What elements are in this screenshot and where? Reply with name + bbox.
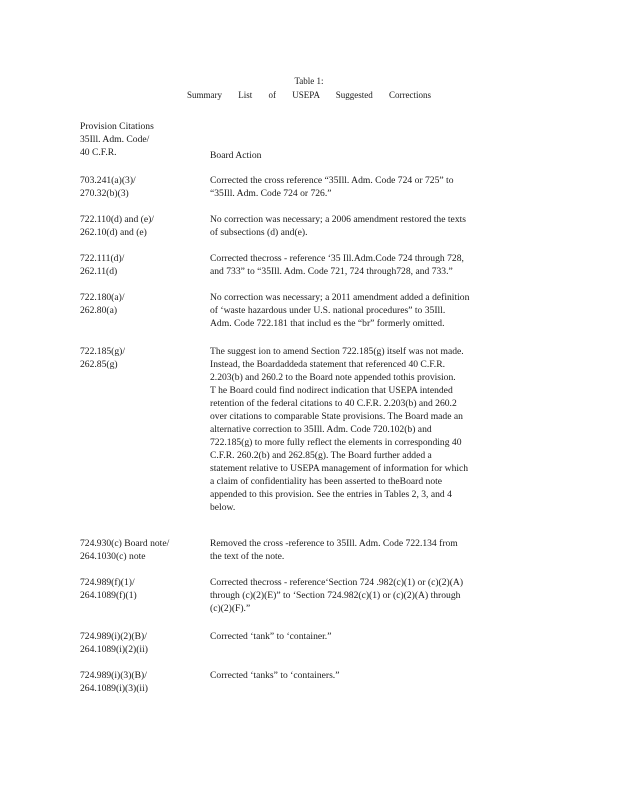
action-line: a claim of confidentiality has been asserted to theBoard note <box>210 476 443 487</box>
action-line: T he Board could find nodirect indication that USEPA intended <box>210 385 453 396</box>
action-line: (c)(2)(F).” <box>210 603 251 614</box>
action-line: 2.203(b) and 260.2 to the Board note appended tothis provision. <box>210 372 456 383</box>
action-line: of subsections (d) and(e). <box>210 227 308 238</box>
board-action <box>210 576 540 615</box>
citation-line: 262.80(a) <box>80 305 118 316</box>
action-line: Corrected the cross reference “35Ill. Adm. Code 724 or 725” to <box>210 175 454 186</box>
table-number: Table 1: <box>294 76 324 86</box>
board-action <box>210 537 540 563</box>
provision-citation <box>80 630 202 656</box>
action-line: of ‘waste hazardous under U.S. national procedures” to 35Ill. <box>210 305 446 316</box>
citation-line: 724.989(i)(3)(B)/ <box>80 670 147 681</box>
citation-line: 262.85(g) <box>80 359 118 370</box>
action-line: appended to this provision. See the entries in Tables 2, 3, and 4 <box>210 489 452 500</box>
action-line: alternative correction to 35Ill. Adm. Code 720.102(b) and <box>210 424 432 435</box>
citation-line: 703.241(a)(3)/ <box>80 175 136 186</box>
column-header-action: Board Action <box>210 150 262 161</box>
action-line: Corrected ‘tank” to ‘container.” <box>210 631 332 642</box>
citation-line: 722.110(d) and (e)/ <box>80 214 154 225</box>
action-line: over citations to comparable State provisions. The Board made an <box>210 411 463 422</box>
action-line: The suggest ion to amend Section 722.185(g) itself was not made. <box>210 346 464 357</box>
citation-line: 264.1089(i)(3)(ii) <box>80 683 148 694</box>
citation-line: 722.185(g)/ <box>80 346 126 357</box>
citation-header-line: 35Ill. Adm. Code/ <box>80 134 150 145</box>
board-action <box>210 174 540 200</box>
action-line: below. <box>210 502 236 513</box>
action-line: the text of the note. <box>210 551 285 562</box>
action-line: through (c)(2)(E)” to ‘Section 724.982(c)(1) or (c)(2)(A) through <box>210 590 461 601</box>
citation-line: 724.989(i)(2)(B)/ <box>80 631 147 642</box>
action-line: C.F.R. 260.2(b) and 262.85(g). The Board further added a <box>210 450 432 461</box>
citation-header-line: Provision Citations <box>80 121 154 132</box>
board-action <box>210 669 540 682</box>
citation-line: 264.1089(f)(1) <box>80 590 137 601</box>
citation-line: 262.10(d) and (e) <box>80 227 147 238</box>
provision-citation <box>80 537 202 563</box>
board-action <box>210 291 540 330</box>
table-title: Summary List of USEPA Suggested Corrections <box>187 90 431 100</box>
board-action <box>210 630 540 643</box>
action-line: No correction was necessary; a 2011 amendment added a definition <box>210 292 470 303</box>
board-action <box>210 345 540 514</box>
action-line: No correction was necessary; a 2006 amendment restored the texts <box>210 214 467 225</box>
column-header-citations <box>80 120 200 159</box>
action-line: Removed the cross -reference to 35Ill. Adm. Code 722.134 from <box>210 538 458 549</box>
citation-line: 722.180(a)/ <box>80 292 125 303</box>
action-line: statement relative to USEPA management of information for which <box>210 463 469 474</box>
board-action <box>210 213 540 239</box>
citation-line: 264.1089(i)(2)(ii) <box>80 644 148 655</box>
citation-header-line: 40 C.F.R. <box>80 147 117 158</box>
board-action <box>210 252 540 278</box>
action-line: Adm. Code 722.181 that includ es the “br” formerly omitted. <box>210 318 445 329</box>
citation-line: 262.11(d) <box>80 266 118 277</box>
action-line: and 733” to “35Ill. Adm. Code 721, 724 through728, and 733.” <box>210 266 453 277</box>
citation-line: 264.1030(c) note <box>80 551 146 562</box>
action-line: retention of the federal citations to 40 C.F.R. 2.203(b) and 260.2 <box>210 398 457 409</box>
provision-citation <box>80 174 202 200</box>
provision-citation <box>80 669 202 695</box>
provision-citation <box>80 213 202 239</box>
provision-citation <box>80 576 202 602</box>
provision-citation <box>80 345 202 371</box>
citation-line: 724.989(f)(1)/ <box>80 577 135 588</box>
action-line: Corrected ‘tanks” to ‘containers.” <box>210 670 340 681</box>
action-line: 722.185(g) to more fully reflect the elements in corresponding 40 <box>210 437 462 448</box>
action-line: “35Ill. Adm. Code 724 or 726.” <box>210 188 332 199</box>
citation-line: 270.32(b)(3) <box>80 188 129 199</box>
citation-line: 722.111(d)/ <box>80 253 125 264</box>
action-line: Corrected thecross - reference ‘35 Ill.Adm.Code 724 through 728, <box>210 253 464 264</box>
provision-citation <box>80 252 202 278</box>
provision-citation <box>80 291 202 317</box>
action-line: Instead, the Boardaddeda statement that referenced 40 C.F.R. <box>210 359 445 370</box>
citation-line: 724.930(c) Board note/ <box>80 538 170 549</box>
action-line: Corrected thecross - reference‘Section 724 .982(c)(1) or (c)(2)(A) <box>210 577 464 588</box>
